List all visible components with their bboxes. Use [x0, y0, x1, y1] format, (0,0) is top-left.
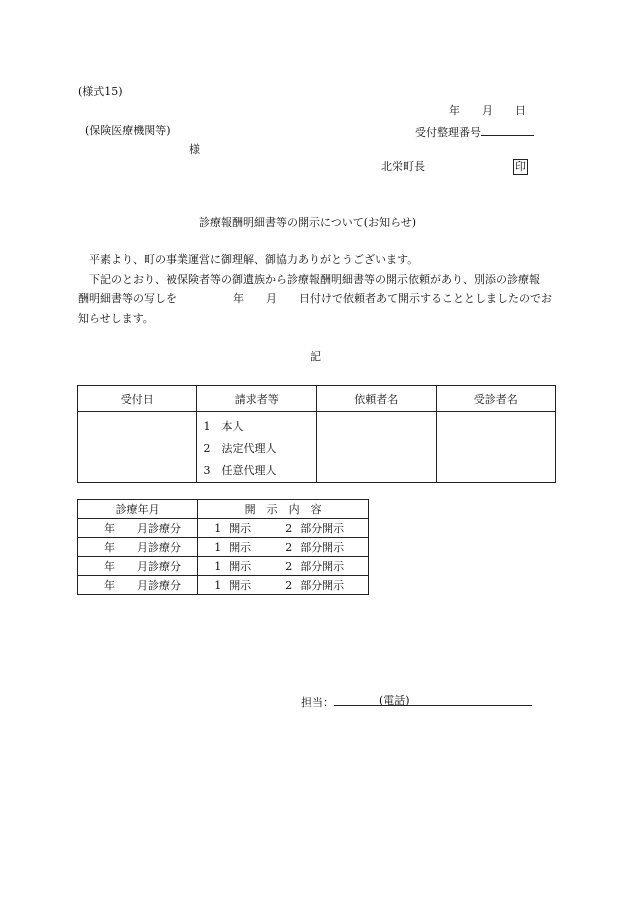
body-line-2: 酬明細書等の写しを 年 月 日付けで依頼者あて開示することとしましたのでお [78, 292, 552, 305]
body-line-3: 知らせします。 [78, 311, 154, 325]
cell-requester-name [317, 412, 436, 483]
date-day: 日 [515, 104, 526, 117]
cell-disclosure-content: 1 開示 2 部分開示 [198, 576, 369, 595]
header-treatment-month: 診療年月 [78, 500, 198, 519]
cell-treatment-month: 年 月診療分 [78, 576, 198, 595]
issuer: 北栄町長 [381, 160, 425, 173]
header-receipt-date: 受付日 [78, 386, 197, 412]
cell-claimant [197, 412, 317, 483]
body-text [78, 250, 558, 328]
ki-heading: 記 [310, 350, 321, 363]
body-greeting: 平素より、町の事業運営に御理解、御協力ありがとうございます。 [89, 253, 419, 266]
disclosure-table-header [78, 500, 369, 519]
form-number: (様式15) [78, 85, 123, 98]
request-table-header [78, 386, 556, 412]
date-month: 月 [482, 104, 493, 117]
receipt-number [415, 125, 534, 138]
cell-treatment-month: 年 月診療分 [78, 557, 198, 576]
cell-disclosure-content: 1 開示 2 部分開示 [198, 557, 369, 576]
header-disclosure-content: 開 示 内 容 [198, 500, 369, 519]
request-table-row [78, 412, 556, 483]
request-table [77, 385, 556, 483]
table-row [78, 538, 369, 557]
body-line-1: 下記のとおり、被保険者等の御遺族から診療報酬明細書等の開示依頼があり、別添の診療報 [89, 272, 540, 286]
date-year: 年 [449, 104, 460, 117]
claimant-option-legal-agent: 2 法定代理人 [203, 442, 277, 455]
recipient: (保険医療機関等) [85, 124, 171, 137]
claimant-option-self: 1 本人 [203, 420, 244, 433]
contact-label: 担当： [301, 696, 334, 709]
cell-treatment-month: 年 月診療分 [78, 538, 198, 557]
honorific: 様 [189, 143, 200, 156]
cell-treatment-month: 年 月診療分 [78, 519, 198, 538]
cell-receipt-date [78, 412, 197, 483]
contact-blank [334, 695, 532, 706]
header-claimant: 請求者等 [197, 386, 317, 412]
header-requester-name: 依頼者名 [317, 386, 436, 412]
table-row [78, 576, 369, 595]
table-row [78, 519, 369, 538]
table-row [78, 557, 369, 576]
cell-disclosure-content: 1 開示 2 部分開示 [198, 519, 369, 538]
seal-text: 印 [515, 160, 526, 173]
header-patient-name: 受診者名 [436, 386, 556, 412]
cell-patient-name [436, 412, 556, 483]
seal-mark [513, 159, 528, 175]
date-line [449, 105, 526, 116]
contact-phone: (電話) [379, 694, 410, 707]
receipt-number-label: 受付整理番号 [415, 126, 481, 139]
claimant-option-voluntary-agent: 3 任意代理人 [203, 464, 277, 477]
disclosure-table [77, 499, 369, 595]
contact-line [301, 695, 532, 708]
cell-disclosure-content: 1 開示 2 部分開示 [198, 538, 369, 557]
document-title: 診療報酬明細書等の開示について(お知らせ) [199, 216, 417, 229]
receipt-number-blank [481, 125, 534, 136]
